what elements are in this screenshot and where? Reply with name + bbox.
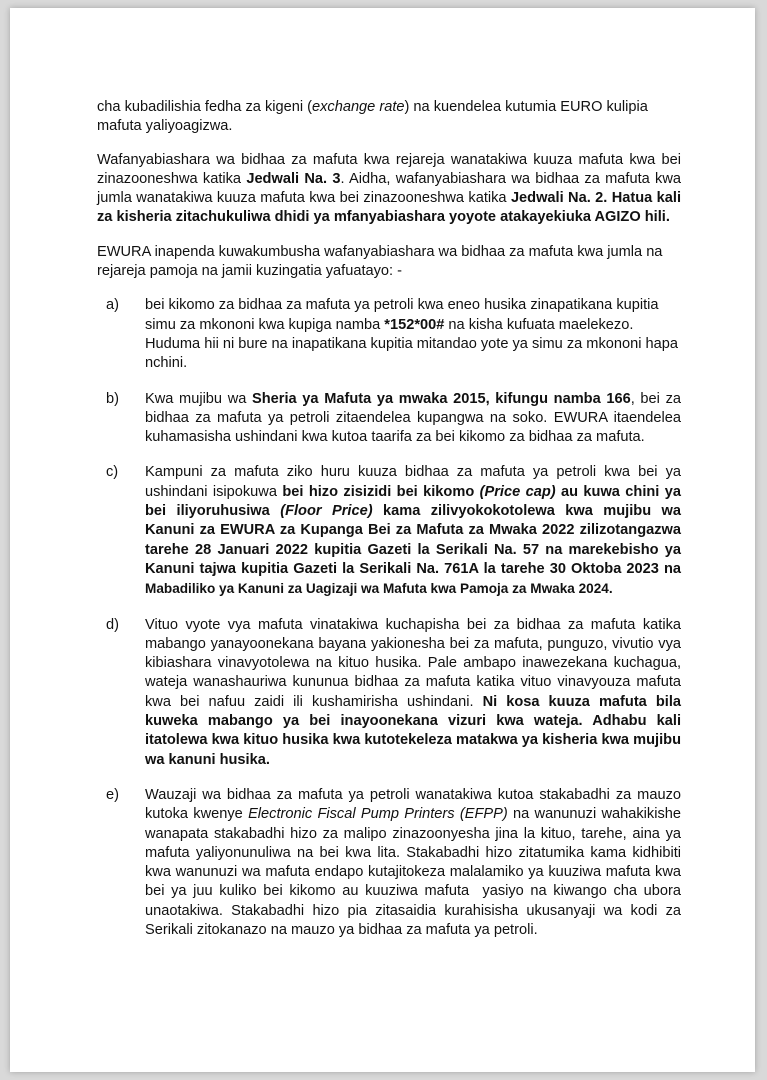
paragraph-retail-prices: Wafanyabiashara wa bidhaa za mafuta kwa rejareja wanatakiwa kuuza mafuta kwa bei zinazooneshwa katika Jedwali Na. 3. Aidha, wafanyabiashara wa bidhaa za mafuta kwa jumla wanatakiwa kuuza mafuta kwa bei zinazooneshwa katika Jedwali Na. 2. Hatua kali za kisheria zitachukuliwa dhidi ya mfanyabiashara yoyote atakayekiuka AGIZO hili. bbox=[97, 151, 681, 226]
list-label: d) bbox=[106, 616, 119, 633]
list-item-text: Vituo vyote vya mafuta vinatakiwa kuchapisha bei za bidhaa za mafuta katika mabango yanayoonekana bayana yakionesha bei za mafuta, punguzo, vivutio vya kibiashara vinavyotolewa na kituo husika. Pale ambapo inawezekana kuchagua, wateja wanashauriwa kununua bidhaa za mafuta katika vituo vinavyouza mafuta kwa bei nafuu zaidi ili kushamirisha ushindani. Ni kosa kuuza mafuta bila kuweka mabango ya bei inayoonekana vizuri kwa wateja. Adhabu kali itatolewa kwa kituo husika kwa kutotekeleza matakwa ya kisheria kwa mujibu wa kanuni husika. bbox=[145, 616, 681, 768]
list-label: c) bbox=[106, 464, 119, 481]
document-body bbox=[97, 98, 686, 956]
list-item-c bbox=[97, 463, 681, 599]
list-item-text: bei kikomo za bidhaa za mafuta ya petroli kwa eneo husika zinapatikana kupitia simu za mkononi kwa kupiga namba *152*00# na kisha kufuata maelekezo. Huduma hii ni bure na inapatikana kupitia mitandao yote ya simu za mkononi hapa nchini. bbox=[145, 297, 678, 372]
list-label: a) bbox=[106, 297, 119, 314]
list-item-b bbox=[97, 390, 681, 448]
list-item-e bbox=[97, 786, 686, 940]
list-item-text: Wauzaji wa bidhaa za mafuta ya petroli wanatakiwa kutoa stakabadhi za mauzo kutoka kwenye Electronic Fiscal Pump Printers (EFPP) na wanunuzi wahakikishe wanapata stakabadhi hizo za malipo zinazoonyesha jina la kituo, tarehe, aina ya mafuta yaliyonunuliwa na bei kwa lita. Stakabadhi hizo zitatumika kama kidhibiti kwa wanunuzi wa mafuta endapo kutajitokeza malalamiko ya kuuziwa mafuta kwa bei ya juu kuliko bei kikomo au kuuziwa mafuta yasiyo na kiwango cha ubora unaotakiwa. Stakabadhi hizo pia zitasaidia kurahisisha ukusanyaji wa kodi za Serikali zitokanazo na mauzo ya bidhaa za mafuta ya petroli. bbox=[145, 786, 686, 938]
list-item-text: Kampuni za mafuta ziko huru kuuza bidhaa za mafuta ya petroli kwa bei ya ushindani isipokuwa bei hizo zisizidi bei kikomo (Price cap) au kuwa chini ya bei iliyoruhusiwa (Floor Price) kama zilivyokokotolewa kwa mujibu wa Kanuni za EWURA za Kupanga Bei za Mafuta za Mwaka 2022 zilizotangazwa tarehe 28 Januari 2022 kupitia Gazeti la Serikali Na. 57 na marekebisho ya Kanuni tajwa kupitia Gazeti la Serikali Na. 761A la tarehe 30 Oktoba 2023 na Mabadiliko ya Kanuni za Uagizaji wa Mafuta kwa Pamoja za Mwaka 2024. bbox=[145, 464, 682, 597]
document-page bbox=[10, 8, 755, 1072]
list-item-a bbox=[97, 296, 681, 373]
list-label: b) bbox=[106, 390, 119, 407]
list-item-text: Kwa mujibu wa Sheria ya Mafuta ya mwaka 2015, kifungu namba 166, bei za bidhaa za mafuta ya petroli zitaendelea kupangwa na soko. EWURA itaendelea kuhamasisha ushindani kwa kutoa taarifa za bei kikomo za bidhaa za mafuta. bbox=[145, 390, 681, 446]
paragraph-exchange-rate: cha kubadilishia fedha za kigeni (exchange rate) na kuendelea kutumia EURO kulipia mafuta yaliyoagizwa. bbox=[97, 99, 648, 135]
list-label: e) bbox=[106, 786, 119, 803]
paragraph-reminder: EWURA inapenda kuwakumbusha wafanyabiashara wa bidhaa za mafuta kwa jumla na rejareja pamoja na jamii kuzingatia yafuatayo: - bbox=[97, 243, 663, 280]
list-item-d bbox=[97, 616, 681, 770]
